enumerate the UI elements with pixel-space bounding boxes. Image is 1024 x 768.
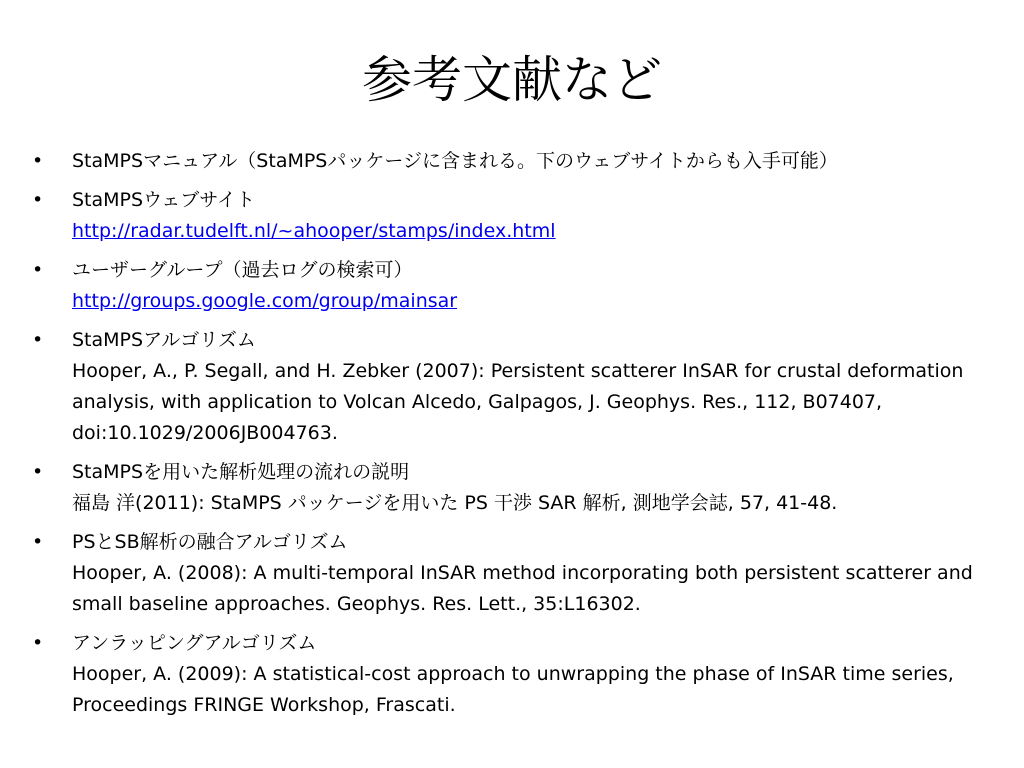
- list-item: [32, 628, 992, 721]
- bullet-icon: •: [32, 329, 44, 351]
- list-item: [32, 325, 992, 449]
- list-item: [32, 146, 992, 177]
- item-heading: StaMPSアルゴリズム: [72, 329, 256, 351]
- item-heading: アンラッピングアルゴリズム: [72, 632, 317, 654]
- user-group-link[interactable]: http://groups.google.com/group/mainsar: [72, 290, 458, 312]
- list-item: [32, 457, 992, 519]
- item-heading: StaMPSマニュアル（StaMPSパッケージに含まれる。下のウェブサイトからも入手可能）: [72, 150, 838, 172]
- list-item: [32, 185, 992, 247]
- list-item: [32, 255, 992, 317]
- bullet-icon: •: [32, 150, 44, 172]
- item-heading: ユーザーグループ（過去ログの検索可）: [72, 259, 413, 281]
- reference-text: Hooper, A. (2009): A statistical-cost approach to unwrapping the phase of InSAR time series, Proceedings FRINGE Workshop, Frascati.: [72, 663, 954, 716]
- bullet-icon: •: [32, 461, 44, 483]
- reference-text: 福島 洋(2011): StaMPS パッケージを用いた PS 干渉 SAR 解析, 測地学会誌, 57, 41-48.: [72, 492, 838, 514]
- bullet-icon: •: [32, 632, 44, 654]
- reference-text: Hooper, A. (2008): A multi-temporal InSAR method incorporating both persistent scatterer and small baseline approaches. Geophys. Res. Lett., 35:L16302.: [72, 562, 973, 615]
- reference-list: [32, 146, 992, 729]
- bullet-icon: •: [32, 189, 44, 211]
- slide-title: 参考文献など: [362, 51, 662, 109]
- list-item: [32, 527, 992, 620]
- item-heading: StaMPSウェブサイト: [72, 189, 255, 211]
- stamps-website-link[interactable]: http://radar.tudelft.nl/~ahooper/stamps/index.html: [72, 220, 556, 242]
- reference-text: Hooper, A., P. Segall, and H. Zebker (2007): Persistent scatterer InSAR for crustal deformation analysis, with application to Volcan Alcedo, Galpagos, J. Geophys. Res., 112, B07407, doi:10.1029/2006JB004763.: [72, 360, 964, 444]
- bullet-icon: •: [32, 259, 44, 281]
- item-heading: PSとSB解析の融合アルゴリズム: [72, 531, 348, 553]
- item-heading: StaMPSを用いた解析処理の流れの説明: [72, 461, 410, 483]
- bullet-icon: •: [32, 531, 44, 553]
